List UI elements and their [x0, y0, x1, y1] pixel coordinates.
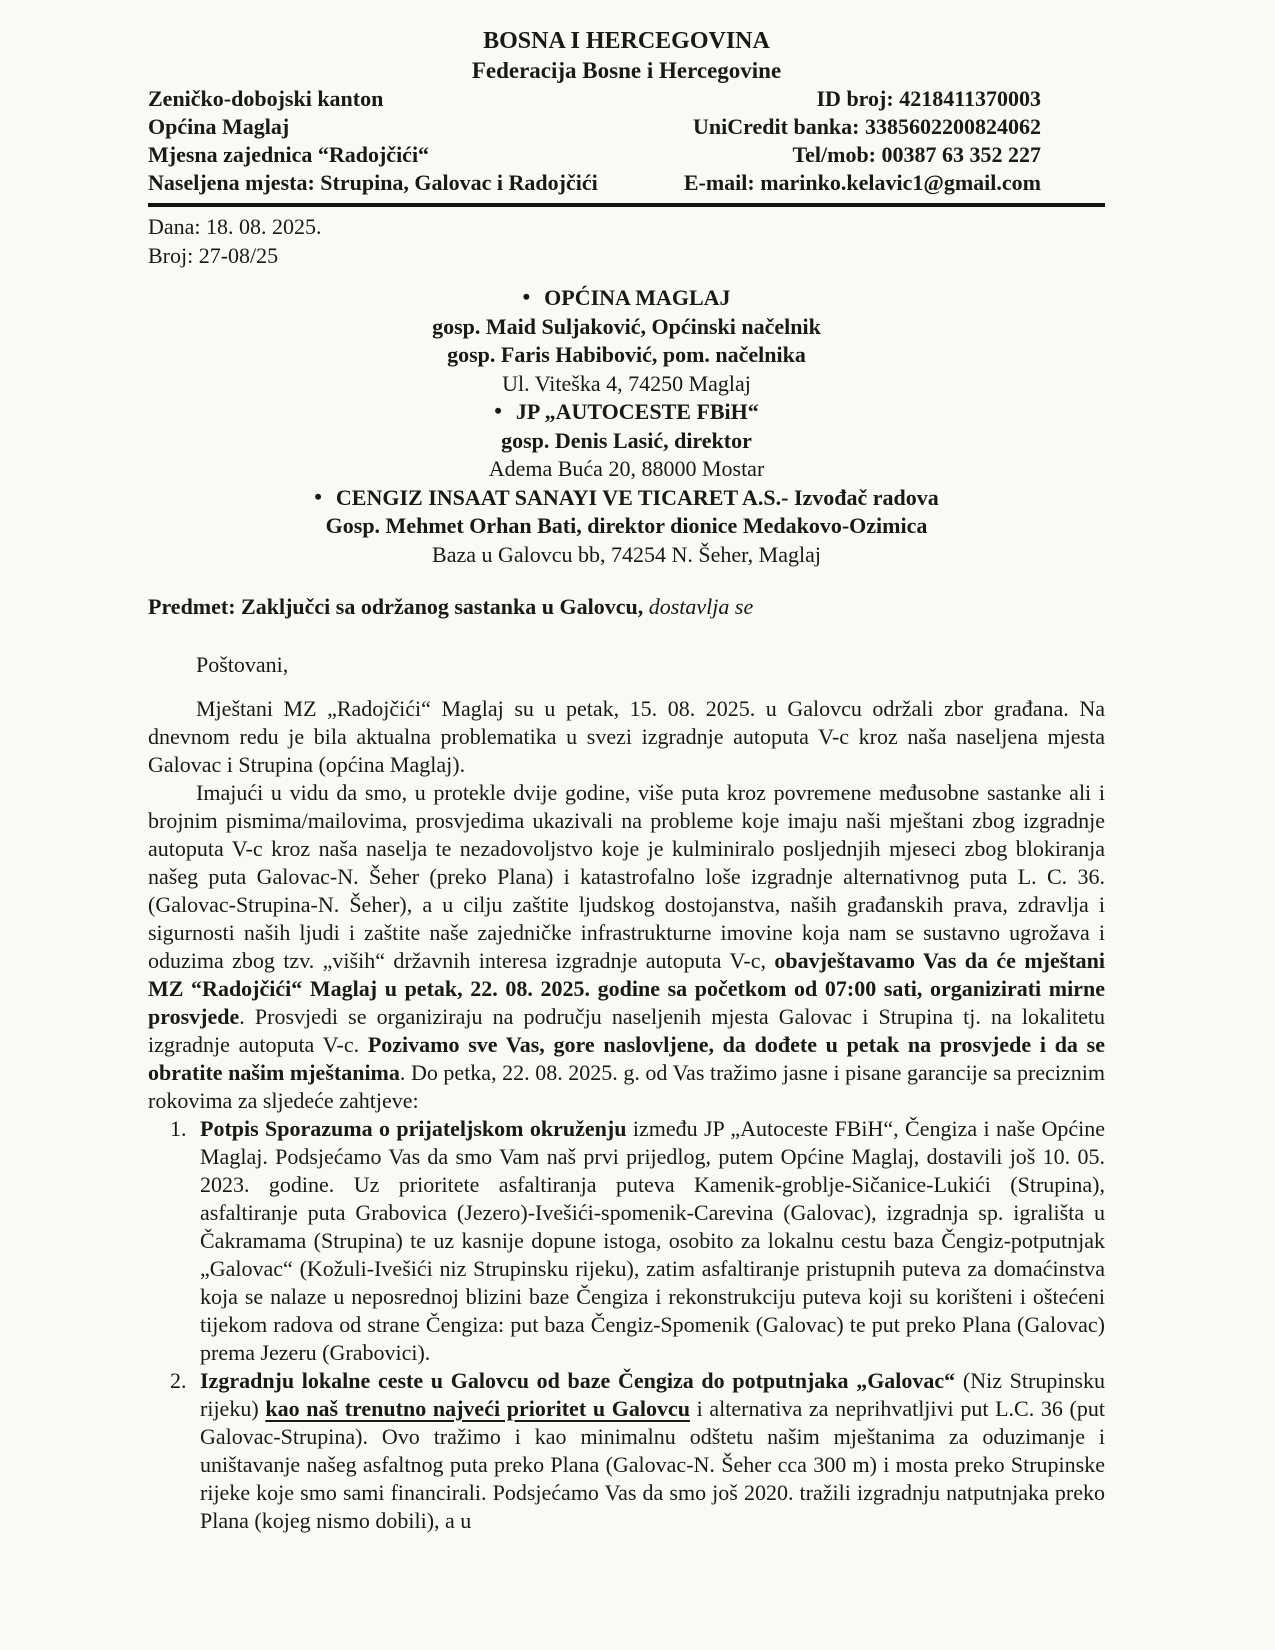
- demand-item-1: [148, 1115, 1105, 1367]
- recipient-1-person-2: gosp. Faris Habibović, pom. načelnika: [447, 342, 806, 367]
- subject-label: Predmet: Zaključci sa održanog sastanka u Galovcu,: [148, 594, 644, 619]
- body-paragraph-1: Mještani MZ „Radojčići“ Maglaj su u petak, 15. 08. 2025. u Galovcu održali zbor građana. Na dnevnom redu je bila aktualna problematika u svezi izgradnje autoputa V-c kroz naša naseljena mjesta Galovac i Strupina (općina Maglaj).: [148, 696, 1105, 777]
- recipients-block: [148, 284, 1105, 569]
- recipient-2-title: • JP „AUTOCESTE FBiH“: [494, 398, 759, 424]
- email-address: E-mail: marinko.kelavic1@gmail.com: [683, 170, 1041, 195]
- recipient-1-person-1: gosp. Maid Suljaković, Općinski načelnik: [432, 313, 821, 339]
- bullet-icon: •: [522, 284, 531, 309]
- paragraph-2-text: Imajući u vidu da smo, u protekle dvije godine, više puta kroz povremene međusobne sastanke ali i brojnim pismima/mailovima, prosvjedima ukazivali na probleme koje imaju naši mještani zbog izgradnje autoputa V-c kroz naša naselja te nezadovoljstvo koje je kulminiralo posljednjih mjeseci zbog blokiranja našeg puta Galovac-N. Šeher (preko Plana) i katastrofalno loše izgradnje alternativnog puta L. C. 36. (Galovac-Strupina-N. Šeher), a u cilju zaštite ljudskog dostojanstva, naših građanskih prava, zdravlja i sigurnosti naših ljudi i zaštite naše zajedničke infrastrukturne imovine koja nam se sustavno ugrožava i oduzima zbog tzv. „viših“ državnih interesa izgradnje autoputa V-c,: [148, 780, 1105, 973]
- bullet-icon: •: [494, 398, 502, 423]
- demand-2-title-bold: Izgradnju lokalne ceste u Galovcu od baze Čengiza do potputnjaka „Galovac“: [200, 1368, 956, 1393]
- body-paragraph-2: [148, 779, 1105, 1115]
- canton-name: Zeničko-dobojski kanton: [148, 86, 384, 111]
- municipality-name: Općina Maglaj: [148, 114, 290, 139]
- paragraph-2-text: . Do petka, 22. 08. 2025. g. od Vas tražimo jasne i pisane garancije sa preciznim rokovima za sljedeće zahtjeve:: [148, 1060, 1105, 1113]
- letterhead-row: [148, 169, 1105, 197]
- demand-item-2: [148, 1367, 1105, 1535]
- demands-list: [148, 1115, 1105, 1535]
- id-number: ID broj: 4218411370003: [816, 86, 1041, 111]
- recipient-1-address: Ul. Viteška 4, 74250 Maglaj: [502, 370, 751, 396]
- demand-1-title-bold: Potpis Sporazuma o prijateljskom okruženju: [200, 1116, 627, 1141]
- letter-meta: [148, 212, 1105, 270]
- invitation-bold: Pozivamo sve Vas, gore naslovljene, da dođete u petak na prosvjede i da se obratite našim mještanima: [148, 1032, 1105, 1085]
- protest-announcement-bold: obavještavamo Vas da će mještani MZ “Radojčići“ Maglaj u petak, 22. 08. 2025. godine sa početkom od 07:00 sati, organizirati mirne prosvjede: [148, 948, 1105, 1029]
- header-divider-line: [148, 203, 1105, 207]
- subject-suffix: dostavlja se: [643, 594, 754, 619]
- list-number: 2.: [170, 1368, 187, 1393]
- demand-2-priority-underlined: kao naš trenutno najveći prioritet u Galovcu: [265, 1396, 690, 1421]
- demand-1-text: između JP „Autoceste FBiH“, Čengiza i naše Općine Maglaj. Podsjećamo Vas da smo Vam naš prvi prijedlog, putem Općine Maglaj, dostavili još 10. 05. 2023. godine. Uz prioritete asfaltiranja puteva Kamenik-groblje-Sičanice-Lukići (Strupina), asfaltiranje puta Grabovica (Jezero)-Ivešići-spomenik-Carevina (Galovac), izgradnja sp. igrališta u Čakramama (Strupina) te uz kasnije dopune istoga, osobito za lokalnu cestu baza Čengiz-potputnjak „Galovac“ (Kožuli-Ivešići niz Strupinsku rijeku), zatim asfaltiranje pristupnih puteva za domaćinstva koja se nalaze u neposrednoj blizini baze Čengiza i rekonstrukciju puteva koji su korišteni i oštećeni tijekom radova od strane Čengiza: put baza Čengiz-Spomenik (Galovac) te put preko Plana (Galovac) prema Jezeru (Grabovici).: [200, 1116, 1106, 1365]
- letterhead: [148, 85, 1105, 197]
- settlements-line: Naseljena mjesta: Strupina, Galovac i Radojčići: [148, 170, 598, 195]
- salutation: Poštovani,: [196, 652, 289, 677]
- letterhead-row: [148, 85, 1105, 113]
- recipient-3-title: • CENGIZ INSAAT SANAYI VE TICARET A.S.- Izvođač radova: [314, 483, 939, 510]
- bank-account: UniCredit banka: 3385602200824062: [693, 114, 1041, 139]
- demand-2-text: (Niz Strupinsku rijeku): [200, 1368, 1105, 1421]
- list-number: 1.: [170, 1116, 187, 1141]
- recipient-2-address: Adema Buća 20, 88000 Mostar: [488, 456, 765, 481]
- local-community-name: Mjesna zajednica “Radojčići“: [148, 142, 430, 167]
- bullet-icon: •: [314, 483, 322, 509]
- demand-2-text: i alternativa za neprihvatljivi put L.C. 36 (put Galovac-Strupina). Ovo tražimo i kao minimalnu odštetu našim mještanima za oduzimanje i uništavanje našeg asfaltnog puta preko Plana (Galovac-N. Šeher cca 300 m) i mosta preko Strupinske rijeke koje smo sami financirali. Podsjećamo Vas da smo još 2020. tražili izgradnju natputnjaka preko Plana (kojeg nismo dobili), a u: [200, 1396, 1105, 1533]
- letterhead-row: [148, 113, 1105, 141]
- country-title: BOSNA I HERCEGOVINA: [483, 28, 770, 54]
- federation-title: Federacija Bosne i Hercegovine: [471, 58, 782, 83]
- recipient-3-person-1: Gosp. Mehmet Orhan Bati, direktor dionice Medakovo-Ozimica: [325, 513, 928, 538]
- recipient-1-title: • OPĆINA MAGLAJ: [522, 284, 731, 310]
- reference-number-line: Broj: 27-08/25: [148, 243, 279, 268]
- paragraph-2-text: . Prosvjedi se organiziraju na području naseljenih mjesta Galovac i Strupina tj. na lokalitetu izgradnje autoputa V-c.: [148, 1004, 1105, 1057]
- phone-number: Tel/mob: 00387 63 352 227: [792, 142, 1041, 167]
- date-line: Dana: 18. 08. 2025.: [148, 214, 322, 239]
- letterhead-row: [148, 141, 1105, 169]
- recipient-2-person-1: gosp. Denis Lasić, direktor: [501, 427, 752, 453]
- recipient-3-address: Baza u Galovcu bb, 74254 N. Šeher, Maglaj: [432, 541, 821, 567]
- subject-line: [148, 593, 1105, 621]
